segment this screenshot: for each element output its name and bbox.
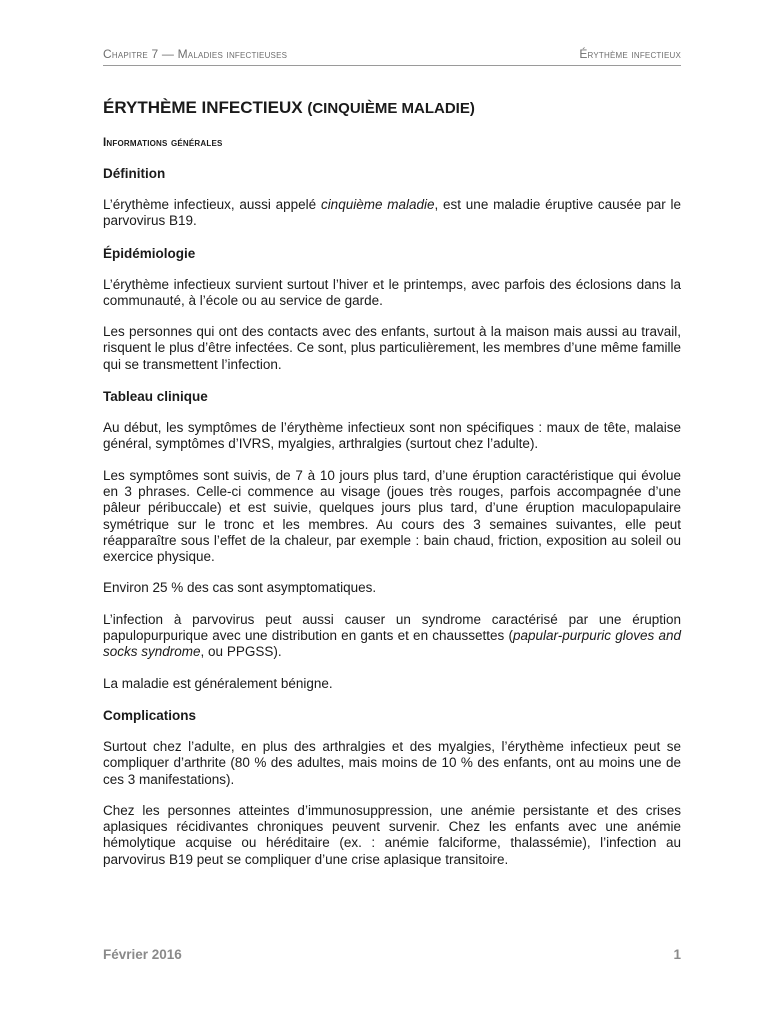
paragraph-complications-1: Surtout chez l’adulte, en plus des arthralgies et des myalgies, l’érythème infectieux peut se compliquer d’arthrite (80 % des adultes, mais moins de 10 % des enfants, ont au moins une de ces 3 manifestations). — [103, 738, 681, 787]
paragraph-complications-2: Chez les personnes atteintes d’immunosuppression, une anémie persistante et des crises aplasiques récidivantes chroniques peuvent survenir. Chez les enfants avec une anémie hémolytique acquise ou héréditaire (ex. : anémie falciforme, thalassémie), l’infection au parvovirus B19 peut se compliquer d’une crise aplasique transitoire. — [103, 802, 681, 867]
running-header — [103, 47, 681, 66]
page-footer — [103, 947, 681, 962]
heading-complications: Complications — [103, 707, 197, 723]
page-title-main: ÉRYTHÈME INFECTIEUX — [103, 98, 303, 117]
paragraph-epidemiologie-1: L’érythème infectieux survient surtout l’hiver et le printemps, avec parfois des éclosions dans la communauté, à l’école ou au service de garde. — [103, 276, 681, 308]
page-number: 1 — [673, 947, 681, 962]
header-topic: Érythème infectieux — [579, 47, 681, 61]
heading-epidemiologie: Épidémiologie — [103, 245, 196, 261]
page-content — [103, 96, 681, 883]
paragraph-tableau-2: Les symptômes sont suivis, de 7 à 10 jours plus tard, d’une éruption caractéristique qui évolue en 3 phrases. Celle-ci commence au visage (joues très rouges, parfois accompagnée d’une pâleur péribuccale) et est suivie, quelques jours plus tard, d’une éruption maculopapulaire symétrique sur le tronc et les membres. Au cours des 3 semaines suivantes, elle peut réapparaître sous l’effet de la chaleur, par exemple : bain chaud, friction, exposition au soleil ou exercice physique. — [103, 467, 681, 565]
paragraph-tableau-3: Environ 25 % des cas sont asymptomatiques. — [103, 580, 377, 596]
emphasis-cinquieme-maladie: cinquième maladie — [320, 197, 435, 212]
emphasis-ppgss: papular-purpuric gloves and socks syndrome — [103, 628, 681, 660]
paragraph-tableau-5: La maladie est généralement bénigne. — [103, 675, 333, 691]
heading-definition: Définition — [103, 166, 166, 181]
header-chapter: Chapitre 7 — Maladies infectieuses — [103, 47, 288, 61]
heading-tableau-clinique: Tableau clinique — [103, 389, 208, 405]
section-label: Informations générales — [103, 137, 223, 149]
paragraph-epidemiologie-2: Les personnes qui ont des contacts avec des enfants, surtout à la maison mais aussi au travail, risquent le plus d’être infectées. Ce sont, plus particulièrement, les membres d’une même famille qui se transmettent l’infection. — [103, 324, 681, 372]
paragraph-definition: L’érythème infectieux, aussi appelé cinquième maladie, est une maladie éruptive causée par le parvovirus B19. — [103, 197, 681, 229]
paragraph-tableau-1: Au début, les symptômes de l’érythème infectieux sont non spécifiques : maux de tête, malaise général, symptômes d’IVRS, myalgies, arthralgies (surtout chez l’adulte). — [103, 420, 681, 452]
page-title — [103, 96, 681, 121]
footer-date: Février 2016 — [103, 947, 182, 962]
paragraph-tableau-4: L’infection à parvovirus peut aussi causer un syndrome caractérisé par une éruption papulopurpurique avec une distribution en gants et en chaussettes (papular-purpuric gloves and socks syndrome, ou PPGSS). — [103, 611, 681, 660]
page-title-sub: (CINQUIÈME MALADIE) — [307, 100, 475, 117]
